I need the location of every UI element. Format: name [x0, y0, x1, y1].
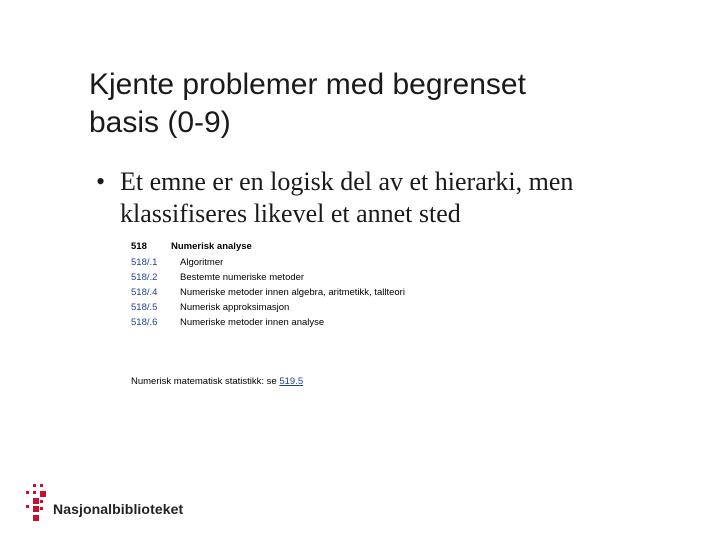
see-also-link[interactable]: 519.5: [279, 376, 304, 387]
slide-title-line-2: basis (0-9): [89, 106, 231, 139]
ddc-row-label: Numerisk approksimasjon: [180, 302, 290, 313]
see-also-text: Numerisk matematisk statistikk: se: [131, 376, 277, 387]
ddc-row-label: Numeriske metoder innen algebra, aritmetikk, tallteori: [180, 287, 405, 298]
slide-title: [89, 66, 689, 142]
ddc-row-code[interactable]: 518/.6: [131, 317, 158, 328]
bullet-icon: •: [96, 167, 106, 196]
library-logo-icon: [26, 484, 48, 522]
bullet-text: [120, 166, 700, 230]
bullet-line-1: Et emne er en logisk del av et hierarki, men: [120, 167, 574, 196]
ddc-row-code[interactable]: 518/.4: [131, 287, 158, 298]
bullet-line-2: klassifiseres likevel et annet sted: [120, 199, 461, 228]
nasjonalbiblioteket-logo: [26, 484, 196, 524]
see-also-note: [131, 376, 303, 387]
ddc-row-code[interactable]: 518/.1: [131, 257, 158, 268]
ddc-heading-code: 518: [131, 241, 147, 252]
ddc-row-label: Numeriske metoder innen analyse: [180, 317, 325, 328]
ddc-row-label: Bestemte numeriske metoder: [180, 272, 305, 283]
slide-title-line-1: Kjente problemer med begrenset: [89, 68, 526, 101]
ddc-row-label: Algoritmer: [180, 257, 224, 268]
ddc-row-code[interactable]: 518/.2: [131, 272, 158, 283]
ddc-heading-label: Numerisk analyse: [171, 241, 252, 252]
ddc-row-code[interactable]: 518/.5: [131, 302, 158, 313]
logo-text: Nasjonalbiblioteket: [53, 501, 184, 517]
